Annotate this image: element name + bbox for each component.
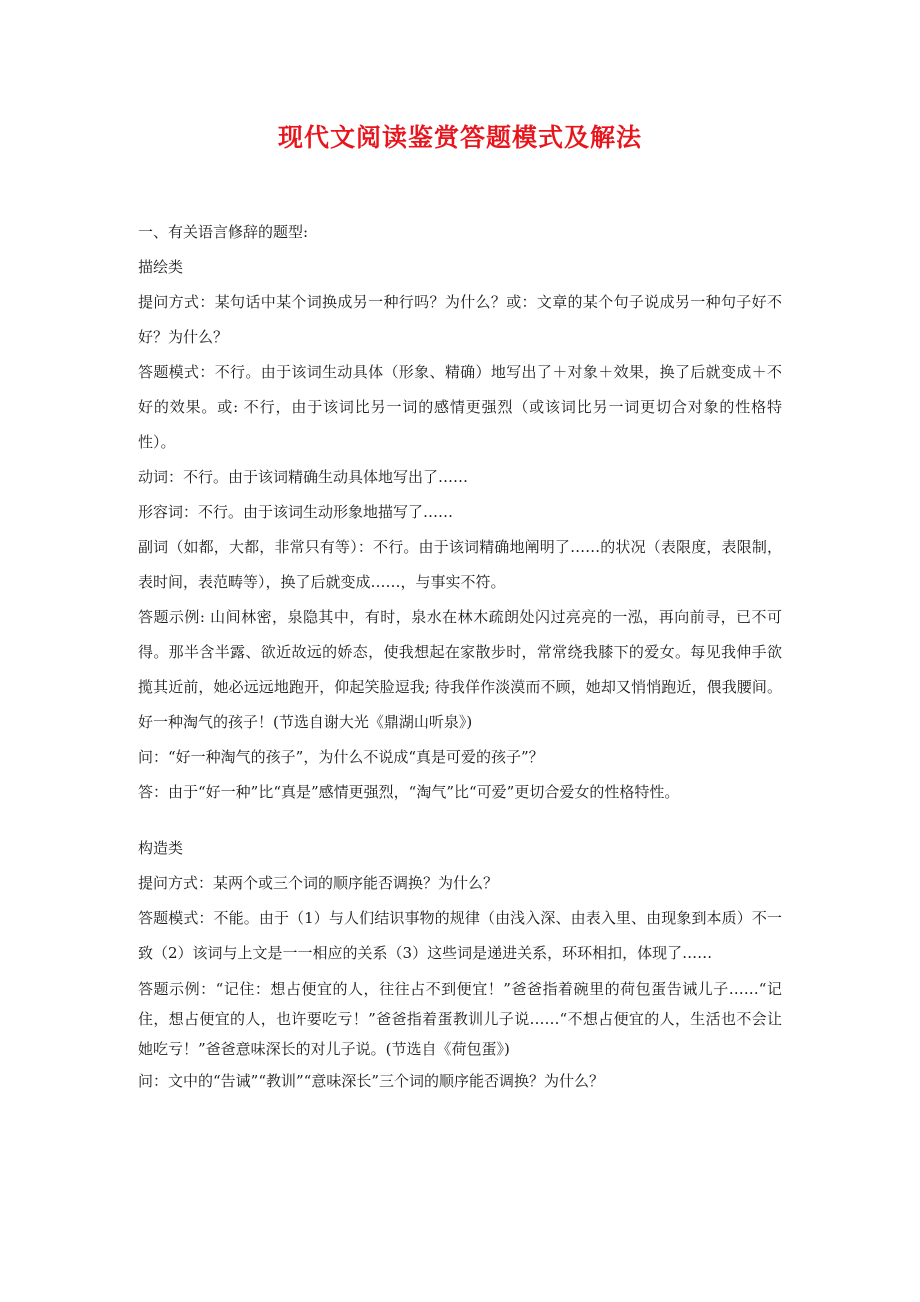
paragraph: 答题示例：“记住：想占便宜的人，往往占不到便宜！”爸爸指着碗里的荷包蛋告诫儿子……“记住，想占便宜的人，也许要吃亏！”爸爸指着蛋教训儿子说……“不想占便宜的人，生活也不会让她吃亏！”爸爸意味深长的对儿子说。(节选自《荷包蛋》) xyxy=(138,980,782,1058)
paragraph: 答题模式：不行。由于该词生动具体（形象、精确）地写出了＋对象＋效果，换了后就变成＋不好的效果。或: 不行，由于该词比另一词的感情更强烈（或该词比另一词更切合对象的性格特性）。 xyxy=(138,363,782,451)
paragraph: 答：由于“好一种”比“真是”感情更强烈，“淘气”比“可爱”更切合爱女的性格特性。 xyxy=(138,783,680,801)
subsection-heading: 构造类 xyxy=(138,839,184,857)
paragraph: 答题示例: 山间林密，泉隐其中，有时，泉水在林木疏朗处闪过亮亮的一泓，再向前寻，已不可得。那半含半露、欲近故远的娇态，使我想起在家散步时，常常绕我膝下的爱女。每见我伸手欲揽其近前，她必远远地跑开，仰起笑脸逗我; 待我佯作淡漠而不顾，她却又悄悄跑近，偎我腰间。好一种淘气的孩子！(节选自谢大光《鼎湖山听泉》) xyxy=(138,608,782,731)
document-body xyxy=(138,215,782,1099)
paragraph: 提问方式：某句话中某个词换成另一种行吗？为什么？或：文章的某个句子说成另一种句子好不好？为什么？ xyxy=(138,293,782,346)
section-heading: 一、有关语言修辞的题型: xyxy=(138,223,309,241)
paragraph: 动词：不行。由于该词精确生动具体地写出了…… xyxy=(138,468,469,486)
paragraph: 副词（如都，大都，非常只有等）：不行。由于该词精确地阐明了……的状况（表限度，表限制，表时间，表范畴等），换了后就变成……，与事实不符。 xyxy=(138,538,782,591)
paragraph: 问：文中的“告诫”“教训”“意味深长”三个词的顺序能否调换？为什么？ xyxy=(138,1072,605,1090)
paragraph: 提问方式：某两个或三个词的顺序能否调换？为什么？ xyxy=(138,874,499,892)
paragraph: 答题模式：不能。由于（1）与人们结识事物的规律（由浅入深、由表入里、由现象到本质）不一致（2）该词与上文是一一相应的关系（3）这些词是递进关系，环环相扣，体现了…… xyxy=(138,909,782,962)
subsection-heading: 描绘类 xyxy=(138,258,184,276)
paragraph: 形容词：不行。由于该词生动形象地描写了…… xyxy=(138,503,454,521)
paragraph: 问：“好一种淘气的孩子”，为什么不说成“真是可爱的孩子”？ xyxy=(138,748,544,766)
document-title: 现代文阅读鉴赏答题模式及解法 xyxy=(277,123,642,152)
